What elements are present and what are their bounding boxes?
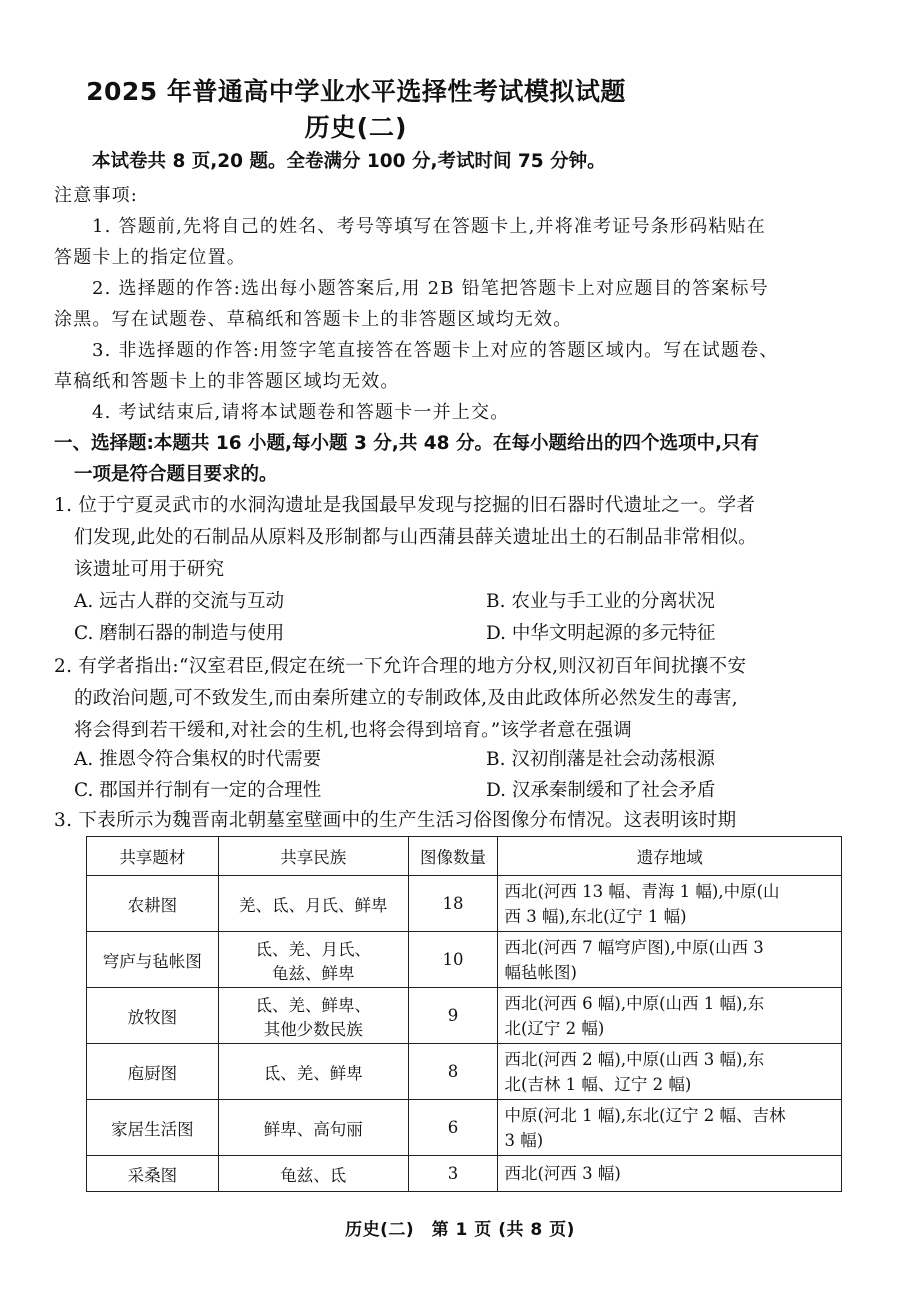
cell-count: 6 <box>408 1100 498 1156</box>
question-1-option-a: A. 远古人群的交流与互动 <box>74 591 285 612</box>
table-row <box>87 1044 842 1100</box>
cell-region <box>498 1044 842 1100</box>
cell-count: 18 <box>408 876 498 932</box>
region-line: 西北(河西 3 幅) <box>504 1164 621 1183</box>
region-line: 西北(河西 6 幅),中原(山西 1 幅),东 <box>504 993 765 1013</box>
peoples-line: 其他少数民族 <box>263 1019 363 1039</box>
cell-topic: 庖厨图 <box>87 1044 219 1100</box>
header-topic: 共享题材 <box>87 837 219 876</box>
note-4: 4. 考试结束后,请将本试题卷和答题卡一并上交。 <box>92 402 510 423</box>
question-2-option-c: C. 郡国并行制有一定的合理性 <box>74 780 322 801</box>
header-count: 图像数量 <box>408 837 498 876</box>
table-row <box>87 876 842 932</box>
note-1-line-1: 1. 答题前,先将自己的姓名、考号等填写在答题卡上,并将准考证号条形码粘贴在 <box>92 216 766 237</box>
peoples-line: 龟兹、氐 <box>280 1165 347 1185</box>
question-2-option-d: D. 汉承秦制缓和了社会矛盾 <box>486 780 716 801</box>
cell-count: 8 <box>408 1044 498 1100</box>
question-1-option-b: B. 农业与手工业的分离状况 <box>486 591 715 612</box>
cell-peoples <box>218 932 408 988</box>
cell-peoples <box>218 1156 408 1192</box>
note-3-line-2: 草稿纸和答题卡上的非答题区域均无效。 <box>54 371 400 392</box>
cell-region <box>498 988 842 1044</box>
question-2-option-a: A. 推恩令符合集权的时代需要 <box>74 749 322 770</box>
question-1-line-2: 们发现,此处的石制品从原料及形制都与山西蒲县薛关遗址出土的石制品非常相似。 <box>74 527 757 548</box>
exam-subject: 历史(二) <box>304 113 408 142</box>
note-2-line-2: 涂黑。写在试题卷、草稿纸和答题卡上的非答题区域均无效。 <box>54 309 573 330</box>
peoples-line: 氐、羌、月氏、 <box>255 939 371 959</box>
cell-peoples <box>218 1044 408 1100</box>
region-line: 西 3 幅),东北(辽宁 1 幅) <box>504 906 687 926</box>
question-2-line-3: 将会得到若干缓和,对社会的生机,也将会得到培育。”该学者意在强调 <box>74 720 633 741</box>
section-heading-line-1: 一、选择题:本题共 16 小题,每小题 3 分,共 48 分。在每小题给出的四个选项中,只有 <box>54 433 759 454</box>
cell-region <box>498 876 842 932</box>
question-2-option-b: B. 汉初削藩是社会动荡根源 <box>486 749 715 770</box>
mural-distribution-table <box>86 836 842 1192</box>
table-row <box>87 1156 842 1192</box>
region-line: 北(辽宁 2 幅) <box>504 1018 605 1038</box>
table-header-row <box>87 837 842 876</box>
note-2-line-1: 2. 选择题的作答:选出每小题答案后,用 2B 铅笔把答题卡上对应题目的答案标号 <box>92 278 769 299</box>
note-1-line-2: 答题卡上的指定位置。 <box>54 247 246 268</box>
cell-count: 9 <box>408 988 498 1044</box>
region-line: 中原(河北 1 幅),东北(辽宁 2 幅、吉林 <box>504 1105 786 1125</box>
question-3-line-1: 3. 下表所示为魏晋南北朝墓室壁画中的生产生活习俗图像分布情况。这表明该时期 <box>54 810 737 831</box>
cell-region <box>498 932 842 988</box>
peoples-line: 羌、氐、月氏、鲜卑 <box>238 895 388 915</box>
region-line: 幅毡帐图) <box>504 962 577 982</box>
cell-count: 10 <box>408 932 498 988</box>
region-line: 北(吉林 1 幅、辽宁 2 幅) <box>504 1074 692 1094</box>
cell-topic: 农耕图 <box>87 876 219 932</box>
exam-title: 2025 年普通高中学业水平选择性考试模拟试题 <box>86 77 626 106</box>
cell-topic: 家居生活图 <box>87 1100 219 1156</box>
region-line: 西北(河西 2 幅),中原(山西 3 幅),东 <box>504 1049 765 1069</box>
question-2-line-2: 的政治问题,可不致发生,而由秦所建立的专制政体,及由此政体所必然发生的毒害, <box>74 688 738 709</box>
cell-peoples <box>218 876 408 932</box>
table-row <box>87 932 842 988</box>
notes-heading: 注意事项: <box>54 185 139 206</box>
exam-info: 本试卷共 8 页,20 题。全卷满分 100 分,考试时间 75 分钟。 <box>92 151 606 172</box>
peoples-line: 氐、羌、鲜卑 <box>263 1063 363 1083</box>
cell-topic: 穹庐与毡帐图 <box>87 932 219 988</box>
table-row <box>87 988 842 1044</box>
section-heading-line-2: 一项是符合题目要求的。 <box>74 464 278 485</box>
cell-peoples <box>218 988 408 1044</box>
cell-peoples <box>218 1100 408 1156</box>
question-1-line-3: 该遗址可用于研究 <box>74 559 225 580</box>
peoples-line: 氐、羌、鲜卑、 <box>255 995 371 1015</box>
table-row <box>87 1100 842 1156</box>
peoples-line: 鲜卑、高句丽 <box>263 1119 363 1139</box>
header-region: 遗存地域 <box>498 837 842 876</box>
region-line: 3 幅) <box>504 1130 544 1150</box>
note-3-line-1: 3. 非选择题的作答:用签字笔直接答在答题卡上对应的答题区域内。写在试题卷、 <box>92 340 779 361</box>
cell-region <box>498 1156 842 1192</box>
question-1-option-c: C. 磨制石器的制造与使用 <box>74 623 285 644</box>
question-1-option-d: D. 中华文明起源的多元特征 <box>486 623 716 644</box>
table-body <box>87 876 842 1192</box>
cell-count: 3 <box>408 1156 498 1192</box>
cell-topic: 采桑图 <box>87 1156 219 1192</box>
question-2-line-1: 2. 有学者指出:“汉室君臣,假定在统一下允许合理的地方分权,则汉初百年间扰攘不安 <box>54 656 747 677</box>
question-1-line-1: 1. 位于宁夏灵武市的水洞沟遗址是我国最早发现与挖掘的旧石器时代遗址之一。学者 <box>54 495 756 516</box>
cell-region <box>498 1100 842 1156</box>
region-line: 西北(河西 7 幅穹庐图),中原(山西 3 <box>504 937 764 957</box>
peoples-line: 龟兹、鲜卑 <box>271 963 355 983</box>
region-line: 西北(河西 13 幅、青海 1 幅),中原(山 <box>504 881 780 901</box>
cell-topic: 放牧图 <box>87 988 219 1044</box>
page-footer: 历史(二) 第 1 页 (共 8 页) <box>345 1220 575 1240</box>
header-peoples: 共享民族 <box>218 837 408 876</box>
